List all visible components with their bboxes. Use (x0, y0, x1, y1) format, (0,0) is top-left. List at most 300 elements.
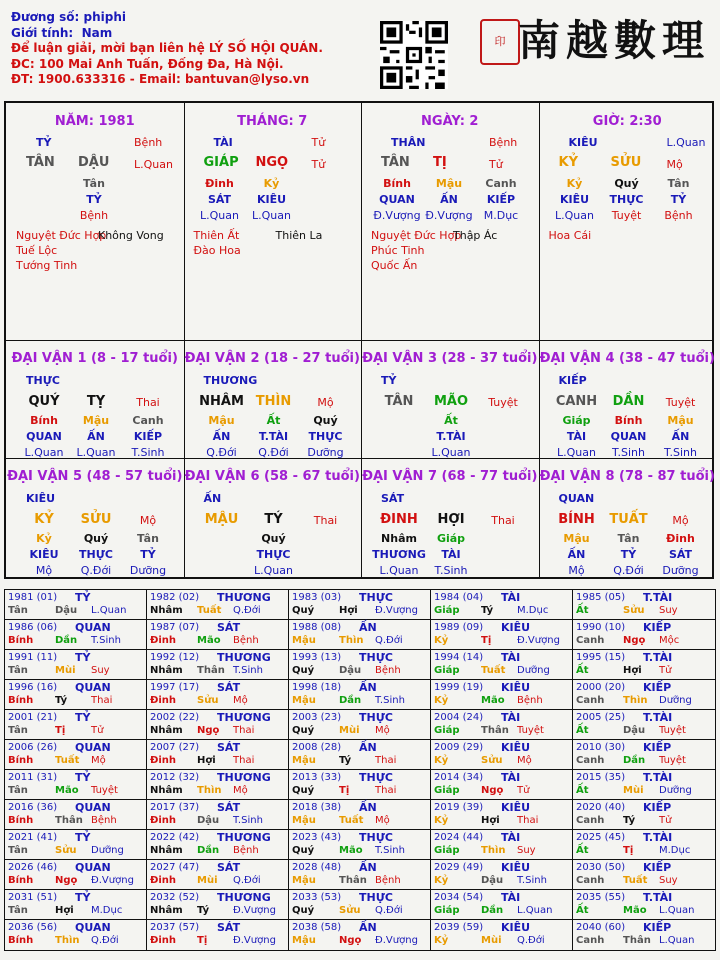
year-thap-than: T.TÀI (643, 591, 673, 604)
year-cell (573, 860, 715, 890)
year-cell (573, 890, 715, 920)
than-sat-star: Không Vong (98, 229, 164, 242)
year-can: Đinh (150, 875, 177, 886)
dai-van-stem: Quý (261, 532, 286, 545)
year-label: 2019 (39) (434, 802, 484, 813)
hidden-stem-item: QUAN (379, 193, 415, 206)
year-label: 1987 (07) (150, 622, 200, 633)
year-can: Ất (576, 785, 589, 796)
year-chi: Ngọ (623, 635, 646, 646)
year-thap-than: TÀI (501, 771, 521, 784)
year-label: 2023 (43) (292, 832, 342, 843)
than-sat-star: Tuế Lộc (16, 244, 58, 257)
year-chi: Dậu (197, 815, 220, 826)
year-chi: Ngọ (197, 725, 220, 736)
year-cell (573, 710, 715, 740)
year-chi: Thân (623, 935, 651, 946)
dai-van-stem: Tân (617, 532, 640, 545)
year-chi: Mùi (55, 665, 76, 676)
year-truong-sinh: T.Sinh (517, 875, 547, 886)
year-can: Tân (8, 905, 28, 916)
year-truong-sinh: Mộc (659, 635, 680, 646)
year-label: 2034 (54) (434, 892, 484, 903)
year-cell (5, 830, 147, 860)
year-can: Quý (292, 785, 315, 796)
year-can: Bính (8, 755, 34, 766)
year-thap-than: THỰC (359, 771, 393, 784)
year-truong-sinh: T.Sinh (233, 815, 263, 826)
year-can: Nhâm (150, 845, 183, 856)
dai-van-stem-thap-than: THỰC (79, 548, 113, 561)
year-chi: Mão (55, 785, 79, 796)
year-thap-than: TỶ (75, 771, 91, 784)
year-truong-sinh: Dưỡng (659, 785, 692, 796)
year-chi: Thân (55, 815, 83, 826)
year-can: Tân (8, 785, 28, 796)
year-thap-than: T.TÀI (643, 711, 673, 724)
year-thap-than: TÀI (501, 591, 521, 604)
pillar-thap-than: KIÊU (568, 136, 598, 149)
year-can: Bính (8, 815, 34, 826)
year-chi: Hợi (197, 755, 216, 766)
year-label: 1983 (03) (292, 592, 342, 603)
year-can: Canh (576, 935, 605, 946)
dai-van-stem-status: Dưỡng (662, 564, 699, 577)
year-chi: Thìn (481, 845, 506, 856)
year-can: Đinh (150, 635, 177, 646)
year-chi: Mùi (197, 875, 218, 886)
dai-van-can: NHÂM (199, 394, 244, 409)
year-label: 1985 (05) (576, 592, 626, 603)
year-truong-sinh: Tử (517, 785, 530, 796)
pillar-thap-than: THÂN (391, 136, 426, 149)
dai-van-chi: TUẤT (609, 512, 648, 527)
pillar-can: TÂN (381, 155, 410, 170)
year-can: Ất (576, 665, 589, 676)
year-can: Kỷ (434, 875, 449, 886)
year-truong-sinh: Q.Đới (517, 935, 545, 946)
year-label: 1989 (09) (434, 622, 484, 633)
year-chi: Thìn (197, 785, 222, 796)
year-truong-sinh: Bệnh (375, 665, 401, 676)
year-chi: Tý (623, 815, 636, 826)
year-can: Kỷ (434, 815, 449, 826)
year-chi: Tị (481, 635, 492, 646)
year-chi: Tý (339, 755, 352, 766)
year-label: 2001 (21) (8, 712, 58, 723)
dai-van-truong-sinh: Mộ (672, 514, 689, 527)
year-truong-sinh: Bệnh (233, 845, 259, 856)
year-thap-than: ẤN (359, 861, 377, 874)
hidden-stem-item: SÁT (207, 193, 232, 206)
year-can: Quý (292, 605, 315, 616)
pillar-chi-status: L.Quan (134, 158, 173, 171)
dai-van-thap-than: QUAN (558, 492, 595, 505)
hidden-stem-item: Canh (485, 177, 517, 190)
year-cell (289, 710, 431, 740)
year-cell (289, 830, 431, 860)
year-label: 1994 (14) (434, 652, 484, 663)
year-chi: Dần (623, 755, 646, 766)
year-truong-sinh: Tuyệt (91, 785, 118, 796)
year-thap-than: TỶ (75, 651, 91, 664)
than-sat-star: Tướng Tinh (16, 259, 78, 272)
year-thap-than: KIÊU (501, 861, 531, 874)
year-thap-than: KIẾP (643, 621, 672, 634)
year-truong-sinh: Mộ (517, 755, 532, 766)
hidden-stem-item: Kỷ (566, 177, 583, 190)
year-can: Mậu (292, 875, 316, 886)
year-chi: Thân (339, 875, 367, 886)
year-chi: Tý (197, 905, 210, 916)
year-cell (289, 650, 431, 680)
year-cell (147, 860, 289, 890)
pillar-truong-sinh: Bệnh (134, 136, 163, 149)
year-truong-sinh: Mộ (233, 785, 248, 796)
year-can: Bính (8, 875, 34, 886)
year-can: Kỷ (434, 935, 449, 946)
year-can: Canh (576, 635, 605, 646)
year-chi: Thìn (55, 935, 80, 946)
year-thap-than: KIẾP (643, 681, 672, 694)
year-can: Kỷ (434, 755, 449, 766)
dai-van-stem-status: T.Sinh (131, 446, 165, 459)
year-label: 2000 (20) (576, 682, 626, 693)
year-truong-sinh: Tuyệt (659, 755, 686, 766)
year-can: Bính (8, 635, 34, 646)
hidden-stem-item: L.Quan (200, 209, 239, 222)
year-cell (5, 740, 147, 770)
year-label: 1995 (15) (576, 652, 626, 663)
year-label: 2013 (33) (292, 772, 342, 783)
dai-van-stem: Nhâm (381, 532, 417, 545)
year-thap-than: QUAN (75, 801, 111, 814)
dai-van-truong-sinh: Thai (136, 396, 160, 409)
year-cell (289, 590, 431, 620)
dai-van-stem-status: L.Quan (24, 446, 64, 459)
year-chi: Dần (339, 695, 362, 706)
year-cell (573, 620, 715, 650)
year-truong-sinh: Đ.Vượng (517, 635, 560, 646)
dai-van-stem-status: L.Quan (76, 446, 116, 459)
year-thap-than: KIẾP (643, 861, 672, 874)
year-label: 2010 (30) (576, 742, 626, 753)
year-thap-than: QUAN (75, 861, 111, 874)
year-thap-than: ẤN (359, 681, 377, 694)
hidden-stem-item: L.Quan (252, 209, 291, 222)
year-truong-sinh: Q.Đới (375, 905, 403, 916)
year-can: Canh (576, 695, 605, 706)
dai-van-chi: DẦN (612, 394, 645, 409)
dai-van-stem: Mậu (82, 414, 110, 427)
hidden-stem-item: Mậu (435, 177, 463, 190)
year-thap-than: QUAN (75, 621, 111, 634)
year-chi: Mùi (339, 725, 360, 736)
year-thap-than: TỶ (75, 891, 91, 904)
dai-van-stem-thap-than: SÁT (668, 548, 693, 561)
year-chi: Sửu (339, 905, 361, 916)
dai-van-stem-thap-than: TÀI (566, 430, 587, 443)
dai-van-chi: HỢI (437, 512, 465, 527)
hidden-stem-item: KIẾP (486, 193, 516, 206)
dai-van-stem: Ất (444, 414, 458, 427)
year-cell (147, 590, 289, 620)
dai-van-stem-thap-than: QUAN (610, 430, 647, 443)
year-thap-than: SÁT (217, 921, 241, 934)
year-can: Nhâm (150, 665, 183, 676)
year-thap-than: TỶ (75, 831, 91, 844)
year-cell (431, 800, 573, 830)
dai-van-can: TÂN (384, 394, 414, 409)
pillar-chi: DẬU (78, 155, 110, 170)
dai-van-chi: TỴ (86, 394, 106, 409)
dai-van-stem: Ất (266, 414, 281, 427)
year-thap-than: KIÊU (501, 621, 531, 634)
dai-van-thap-than: THỰC (26, 374, 60, 387)
year-can: Bính (8, 935, 34, 946)
dai-van-title: ĐẠI VẬN 1 (8 - 17 tuổi) (11, 351, 178, 366)
year-can: Nhâm (150, 905, 183, 916)
year-chi: Hợi (623, 665, 642, 676)
dai-van-truong-sinh: Tuyệt (488, 396, 518, 409)
dai-van-title: ĐẠI VẬN 7 (68 - 77 tuổi) (362, 469, 538, 484)
year-label: 2031 (51) (8, 892, 58, 903)
year-chi: Sửu (197, 695, 219, 706)
year-cell (5, 590, 147, 620)
year-cell (573, 920, 715, 950)
year-truong-sinh: L.Quan (659, 905, 695, 916)
dai-van-thap-than: ẤN (203, 492, 222, 505)
year-label: 2016 (36) (8, 802, 58, 813)
year-label: 1982 (02) (150, 592, 200, 603)
year-truong-sinh: Q.Đới (233, 875, 261, 886)
year-truong-sinh: Tử (659, 665, 672, 676)
dai-van-thap-than: SÁT (381, 492, 405, 505)
year-truong-sinh: T.Sinh (91, 635, 121, 646)
year-label: 1997 (17) (150, 682, 200, 693)
year-thap-than: THƯƠNG (217, 651, 271, 664)
year-label: 1981 (01) (8, 592, 58, 603)
year-thap-than: TỶ (75, 591, 91, 604)
year-label: 2002 (22) (150, 712, 200, 723)
year-label: 2008 (28) (292, 742, 342, 753)
year-chi: Ngọ (55, 875, 78, 886)
year-label: 2015 (35) (576, 772, 626, 783)
bazi-chart (4, 101, 714, 579)
year-thap-than: SÁT (217, 741, 241, 754)
year-thap-than: QUAN (75, 681, 111, 694)
year-cell (5, 650, 147, 680)
year-can: Mậu (292, 755, 316, 766)
year-truong-sinh: Dưỡng (659, 695, 692, 706)
year-chi: Thân (197, 665, 225, 676)
year-chi: Dần (197, 845, 220, 856)
year-cell (147, 800, 289, 830)
dai-van-can: BÍNH (558, 512, 595, 527)
hidden-stem-item: L.Quan (555, 209, 594, 222)
dai-van-stem-thap-than: ẤN (212, 430, 231, 443)
dai-van-stem-status: T.Sinh (664, 446, 697, 459)
year-cell (147, 740, 289, 770)
pillar-thap-than: TỶ (36, 136, 52, 149)
dai-van-truong-sinh: Mộ (317, 396, 334, 409)
dai-van-chi: SỬU (80, 512, 112, 527)
year-can: Giáp (434, 845, 460, 856)
year-chi: Tuất (481, 665, 506, 676)
year-can: Mậu (292, 695, 316, 706)
year-can: Tân (8, 725, 28, 736)
pillar-can: KỶ (558, 155, 578, 170)
year-cell (431, 920, 573, 950)
year-thap-than: ẤN (359, 621, 377, 634)
year-cell (5, 920, 147, 950)
year-truong-sinh: T.Sinh (375, 845, 405, 856)
pillar-thap-than: TÀI (213, 136, 233, 149)
dai-van-stem: Quý (313, 414, 338, 427)
dai-van-stem-status: Q.Đới (258, 446, 289, 459)
than-sat-star: Thập Ác (453, 229, 498, 242)
hidden-stem-item: Tân (83, 177, 105, 190)
year-truong-sinh: Đ.Vượng (233, 935, 276, 946)
dai-van-stem-thap-than: QUAN (26, 430, 62, 443)
hidden-stem-item: Bệnh (664, 209, 693, 222)
year-truong-sinh: Suy (659, 605, 678, 616)
year-cell (573, 740, 715, 770)
than-sat-star: Quốc Ấn (371, 259, 418, 272)
year-chi: Tuất (623, 875, 648, 886)
year-thap-than: THƯƠNG (217, 831, 271, 844)
year-label: 2028 (48) (292, 862, 342, 873)
pillar-chi-status: Mộ (666, 158, 683, 171)
year-truong-sinh: Thai (233, 725, 255, 736)
year-thap-than: QUAN (75, 741, 111, 754)
than-sat-star: Đào Hoa (193, 244, 241, 257)
year-can: Tân (8, 845, 28, 856)
year-cell (147, 650, 289, 680)
year-chi: Hợi (481, 815, 500, 826)
year-label: 2038 (58) (292, 922, 342, 933)
year-can: Mậu (292, 815, 316, 826)
year-truong-sinh: M.Dục (517, 605, 549, 616)
year-cell (5, 770, 147, 800)
year-cell (289, 680, 431, 710)
year-can: Quý (292, 725, 315, 736)
year-can: Kỷ (434, 635, 449, 646)
year-label: 2024 (44) (434, 832, 484, 843)
year-can: Nhâm (150, 725, 183, 736)
year-can: Nhâm (150, 605, 183, 616)
dai-van-stem-status: L.Quan (431, 446, 471, 459)
year-chi: Dậu (623, 725, 646, 736)
dai-van-title: ĐẠI VẬN 2 (18 - 27 tuổi) (184, 351, 360, 366)
dai-van-can: MẬU (204, 512, 239, 527)
year-truong-sinh: Mộ (233, 695, 248, 706)
year-truong-sinh: Suy (91, 665, 110, 676)
year-thap-than: THƯƠNG (217, 711, 271, 724)
year-cell (431, 860, 573, 890)
year-chi: Tị (55, 725, 66, 736)
dai-van-can: CANH (555, 394, 598, 409)
dai-van-stem-status: L.Quan (254, 564, 293, 577)
year-cell (147, 620, 289, 650)
hidden-stem-item: Bệnh (79, 209, 109, 222)
year-cell (147, 710, 289, 740)
year-chi: Hợi (339, 605, 358, 616)
year-truong-sinh: Thai (375, 755, 397, 766)
year-truong-sinh: Tuyệt (659, 725, 686, 736)
year-cell (431, 680, 573, 710)
year-chi: Tị (197, 935, 208, 946)
dai-van-stem: Quý (83, 532, 109, 545)
year-label: 1996 (16) (8, 682, 58, 693)
hidden-stem-item: M.Dục (483, 209, 519, 222)
year-thap-than: TÀI (501, 651, 521, 664)
dai-van-truong-sinh: Thai (491, 514, 515, 527)
hidden-stem-item: KIÊU (559, 193, 590, 206)
year-label: 2026 (46) (8, 862, 58, 873)
yearly-luck-grid (4, 589, 716, 951)
year-cell (431, 650, 573, 680)
year-cell (431, 620, 573, 650)
dai-van-stem-thap-than: ẤN (567, 548, 586, 561)
year-label: 2036 (56) (8, 922, 58, 933)
pillar-chi: TỊ (433, 155, 447, 170)
year-cell (5, 710, 147, 740)
phone-email-line: ĐT: 1900.633316 - Email: bantuvan@lyso.vn (11, 72, 310, 86)
than-sat-star: Hoa Cái (548, 229, 592, 242)
year-cell (431, 830, 573, 860)
year-can: Bính (8, 695, 34, 706)
year-chi: Dần (481, 905, 504, 916)
year-label: 2037 (57) (150, 922, 200, 933)
dai-van-stem: Kỷ (36, 532, 52, 545)
dai-van-stem-thap-than: ẤN (671, 430, 690, 443)
year-label: 2040 (60) (576, 922, 626, 933)
year-truong-sinh: Q.Đới (375, 635, 403, 646)
year-thap-than: KIẾP (643, 801, 672, 814)
hidden-stem-item: Đ.Vượng (373, 209, 421, 222)
dai-van-stem-status: T.Sinh (434, 564, 468, 577)
dai-van-stem: Bính (30, 414, 58, 427)
year-cell (289, 860, 431, 890)
pillar-title: THÁNG: 7 (237, 114, 308, 129)
dai-van-stem: Giáp (436, 532, 466, 545)
year-chi: Thìn (339, 635, 364, 646)
pillar-chi-status: Tử (311, 158, 326, 171)
dai-van-truong-sinh: Mộ (139, 514, 157, 527)
year-truong-sinh: Thai (233, 755, 255, 766)
year-truong-sinh: Đ.Vượng (375, 605, 418, 616)
year-label: 1990 (10) (576, 622, 626, 633)
year-chi: Sửu (55, 845, 77, 856)
address-line: ĐC: 100 Mai Anh Tuấn, Đống Đa, Hà Nội. (11, 56, 284, 71)
year-truong-sinh: L.Quan (659, 935, 695, 946)
year-label: 2009 (29) (434, 742, 484, 753)
dai-van-stem-status: Mộ (568, 564, 585, 577)
year-can: Canh (576, 875, 605, 886)
year-label: 2032 (52) (150, 892, 200, 903)
hidden-stem-item: TỶ (86, 193, 102, 206)
year-can: Giáp (434, 605, 460, 616)
year-truong-sinh: M.Dục (659, 845, 691, 856)
year-cell (431, 740, 573, 770)
dai-van-title: ĐẠI VẬN 5 (48 - 57 tuổi) (7, 469, 183, 484)
year-chi: Mùi (623, 785, 644, 796)
year-truong-sinh: Suy (659, 875, 678, 886)
year-truong-sinh: Bệnh (375, 875, 401, 886)
dai-van-stem: Giáp (562, 414, 591, 427)
year-thap-than: KIÊU (501, 741, 531, 754)
